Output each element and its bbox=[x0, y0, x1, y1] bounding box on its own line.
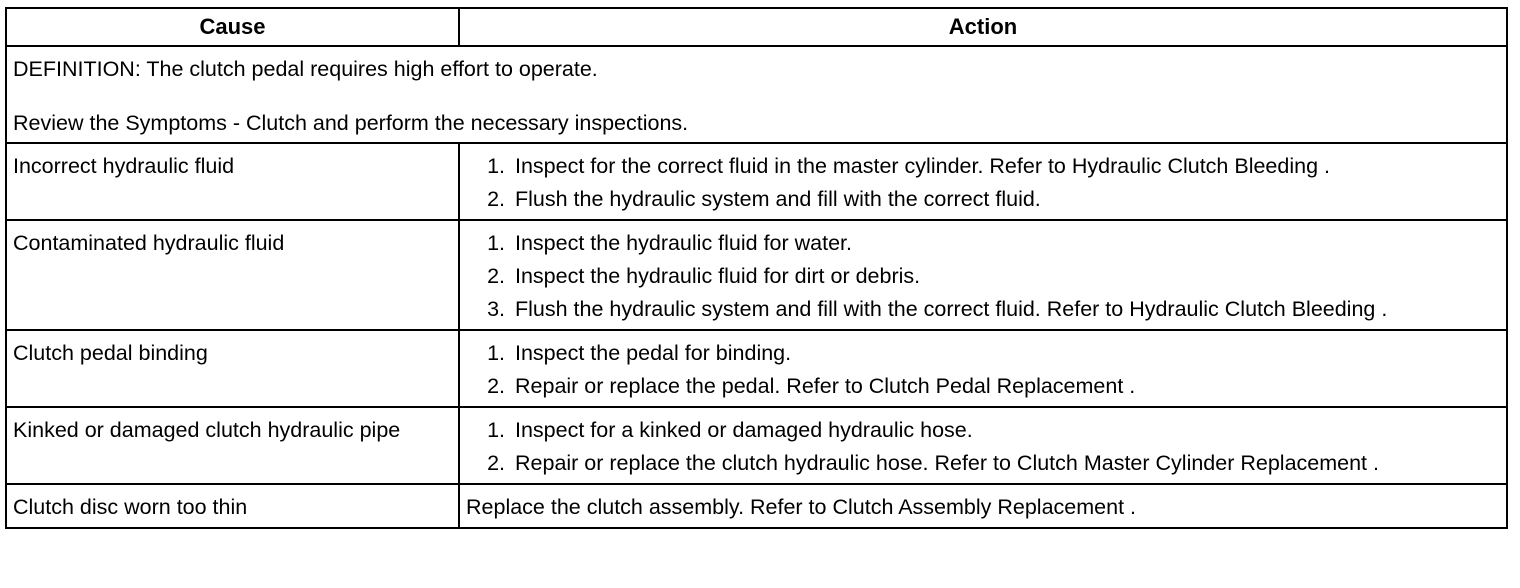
action-cell bbox=[459, 407, 1507, 484]
action-step bbox=[468, 184, 1500, 214]
cause-cell: Kinked or damaged clutch hydraulic pipe bbox=[6, 407, 459, 484]
step-number: 1. bbox=[487, 418, 505, 442]
header-row bbox=[6, 8, 1507, 46]
step-text: Inspect the hydraulic fluid for dirt or debris. bbox=[515, 264, 921, 288]
action-column-header: Action bbox=[459, 8, 1507, 46]
diagnostic-table-container bbox=[5, 7, 1506, 529]
step-text: Inspect for a kinked or damaged hydraulic hose. bbox=[515, 418, 973, 442]
step-text: Inspect the hydraulic fluid for water. bbox=[515, 231, 853, 255]
table-row bbox=[6, 484, 1507, 528]
diagnostic-table bbox=[5, 7, 1508, 529]
step-number: 2. bbox=[487, 374, 505, 398]
action-steps bbox=[468, 228, 1500, 324]
action-step bbox=[468, 151, 1500, 181]
table-row bbox=[6, 407, 1507, 484]
definition-row bbox=[6, 46, 1507, 143]
step-number: 2. bbox=[487, 451, 505, 475]
cause-column-header: Cause bbox=[6, 8, 459, 46]
step-text: Flush the hydraulic system and fill with the correct fluid. Refer to Hydraulic Clutch Bleeding . bbox=[515, 297, 1388, 321]
review-symptoms-text: Review the Symptoms - Clutch and perform the necessary inspections. bbox=[13, 111, 689, 135]
action-cell bbox=[459, 143, 1507, 220]
step-text: Repair or replace the pedal. Refer to Clutch Pedal Replacement . bbox=[515, 374, 1136, 398]
table-row bbox=[6, 143, 1507, 220]
step-number: 2. bbox=[487, 264, 505, 288]
step-number: 1. bbox=[487, 231, 505, 255]
step-text: Inspect the pedal for binding. bbox=[515, 341, 792, 365]
step-text: Inspect for the correct fluid in the master cylinder. Refer to Hydraulic Clutch Bleeding . bbox=[515, 154, 1330, 178]
step-number: 2. bbox=[487, 187, 505, 211]
action-step bbox=[468, 448, 1500, 478]
cause-cell: Contaminated hydraulic fluid bbox=[6, 220, 459, 330]
cause-cell: Clutch disc worn too thin bbox=[6, 484, 459, 528]
table-row bbox=[6, 220, 1507, 330]
action-step bbox=[468, 338, 1500, 368]
cause-cell: Incorrect hydraulic fluid bbox=[6, 143, 459, 220]
action-cell bbox=[459, 330, 1507, 407]
action-step bbox=[468, 415, 1500, 445]
action-step bbox=[468, 261, 1500, 291]
action-steps bbox=[468, 338, 1500, 401]
step-number: 1. bbox=[487, 154, 505, 178]
action-steps bbox=[468, 415, 1500, 478]
action-step bbox=[468, 228, 1500, 258]
action-steps bbox=[468, 151, 1500, 214]
step-text: Repair or replace the clutch hydraulic hose. Refer to Clutch Master Cylinder Replacement . bbox=[515, 451, 1379, 475]
action-step bbox=[468, 294, 1500, 324]
cause-cell: Clutch pedal binding bbox=[6, 330, 459, 407]
definition-text: DEFINITION: The clutch pedal requires high effort to operate. bbox=[13, 57, 598, 81]
step-number: 1. bbox=[487, 341, 505, 365]
action-cell: Replace the clutch assembly. Refer to Clutch Assembly Replacement . bbox=[459, 484, 1507, 528]
table-row bbox=[6, 330, 1507, 407]
definition-cell bbox=[6, 46, 1507, 143]
step-text: Flush the hydraulic system and fill with the correct fluid. bbox=[515, 187, 1041, 211]
action-step bbox=[468, 371, 1500, 401]
step-number: 3. bbox=[487, 297, 505, 321]
action-cell bbox=[459, 220, 1507, 330]
